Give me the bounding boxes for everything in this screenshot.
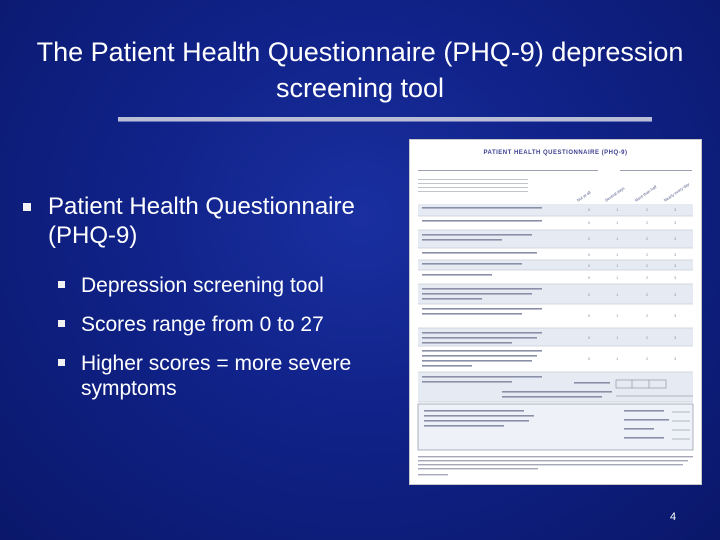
svg-text:1: 1 <box>616 356 619 361</box>
svg-text:0: 0 <box>588 275 591 280</box>
bullet-marker-icon <box>58 281 65 288</box>
svg-text:0: 0 <box>588 220 591 225</box>
svg-text:0: 0 <box>588 263 591 268</box>
svg-text:0: 0 <box>588 292 591 297</box>
svg-text:0: 0 <box>588 252 591 257</box>
svg-text:2: 2 <box>646 313 649 318</box>
svg-text:1: 1 <box>616 313 619 318</box>
svg-text:More than half: More than half <box>633 184 658 203</box>
phq9-form-image <box>409 139 702 485</box>
svg-text:0: 0 <box>588 356 591 361</box>
slide-title: The Patient Health Questionnaire (PHQ-9) depression screening tool <box>36 37 684 103</box>
svg-text:1: 1 <box>616 207 619 212</box>
svg-text:Not at all: Not at all <box>575 189 592 203</box>
svg-text:2: 2 <box>646 335 649 340</box>
bullet-marker-icon <box>58 359 65 366</box>
svg-text:3: 3 <box>674 263 677 268</box>
form-column-headers <box>410 140 701 484</box>
svg-text:2: 2 <box>646 275 649 280</box>
sub-bullet-2: Scores range from 0 to 27 <box>81 313 324 336</box>
title-divider <box>118 117 652 122</box>
svg-text:2: 2 <box>646 207 649 212</box>
svg-text:0: 0 <box>588 236 591 241</box>
sub-bullet-1: Depression screening tool <box>81 274 324 297</box>
svg-text:1: 1 <box>616 275 619 280</box>
svg-text:1: 1 <box>616 335 619 340</box>
svg-text:Nearly every day: Nearly every day <box>662 181 691 203</box>
svg-text:1: 1 <box>616 263 619 268</box>
svg-text:2: 2 <box>646 356 649 361</box>
svg-text:3: 3 <box>674 207 677 212</box>
sub-bullet-3: Higher scores = more severe symptoms <box>81 352 352 400</box>
svg-text:3: 3 <box>674 356 677 361</box>
svg-text:Several days: Several days <box>603 185 626 203</box>
page-number: 4 <box>670 511 677 523</box>
main-bullet-text: Patient Health Questionnaire (PHQ-9) <box>48 193 355 249</box>
svg-text:3: 3 <box>674 275 677 280</box>
svg-text:3: 3 <box>674 220 677 225</box>
svg-text:3: 3 <box>674 292 677 297</box>
svg-text:1: 1 <box>616 236 619 241</box>
svg-text:0: 0 <box>588 313 591 318</box>
svg-text:0: 0 <box>588 207 591 212</box>
svg-text:2: 2 <box>646 263 649 268</box>
form-heading: PATIENT HEALTH QUESTIONNAIRE (PHQ-9) <box>483 150 628 156</box>
svg-text:2: 2 <box>646 292 649 297</box>
svg-text:2: 2 <box>646 220 649 225</box>
svg-text:1: 1 <box>616 292 619 297</box>
bullet-marker-icon <box>23 203 31 211</box>
svg-text:3: 3 <box>674 335 677 340</box>
svg-text:3: 3 <box>674 313 677 318</box>
svg-text:3: 3 <box>674 236 677 241</box>
svg-text:1: 1 <box>616 252 619 257</box>
svg-text:1: 1 <box>616 220 619 225</box>
bullet-marker-icon <box>58 320 65 327</box>
svg-text:2: 2 <box>646 236 649 241</box>
svg-text:2: 2 <box>646 252 649 257</box>
svg-text:3: 3 <box>674 252 677 257</box>
svg-text:0: 0 <box>588 335 591 340</box>
